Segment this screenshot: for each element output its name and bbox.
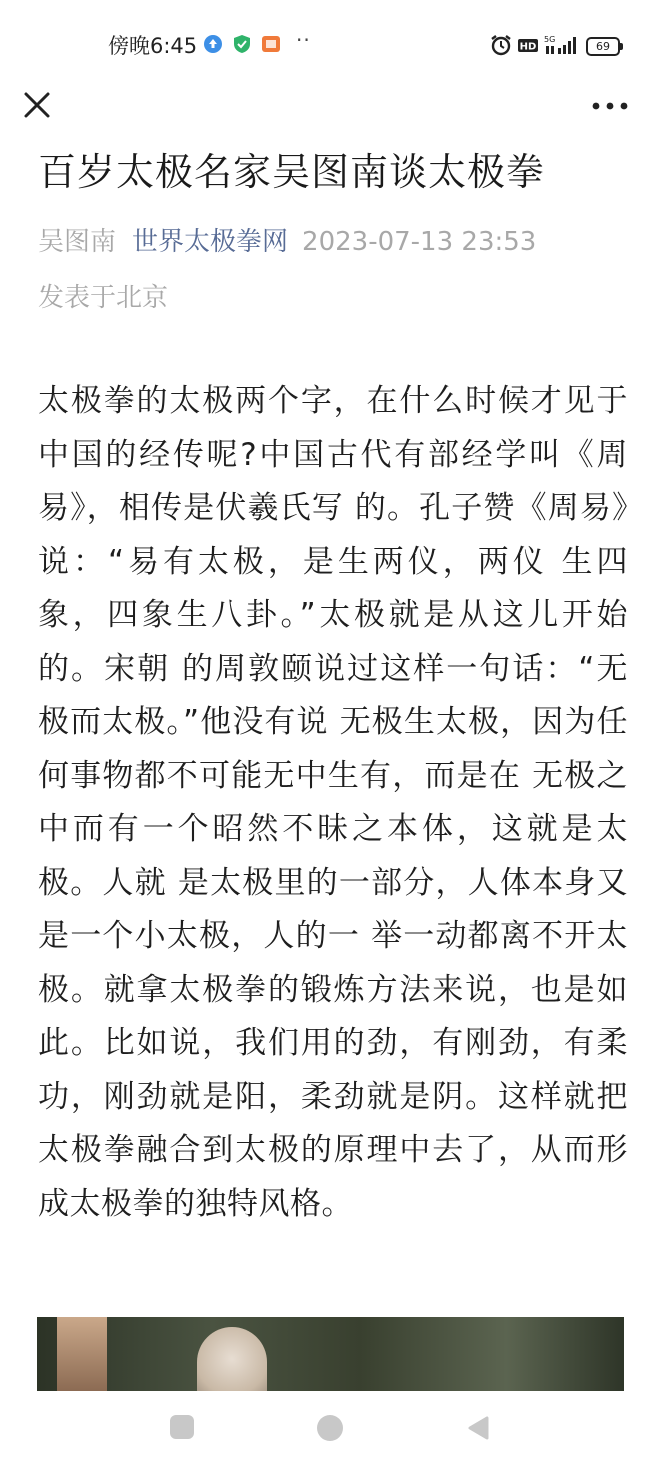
more-notifications-icon: ··	[296, 28, 311, 52]
recent-apps-button[interactable]	[170, 1415, 194, 1439]
battery-icon: 69	[586, 37, 620, 56]
close-icon[interactable]	[22, 90, 52, 120]
article-title: 百岁太极名家吴图南谈太极拳	[38, 150, 546, 194]
article-photo[interactable]	[37, 1317, 624, 1391]
article-body: 太极拳的太极两个字，在什么时候才见于中国的经传呢?中国古代有部经学叫《周易》，相传是伏羲氏写 的。孔子赞《周易》说：“易有太极，是生两仪，两仪 生四象，四象生八卦。”太极就是从这儿开始的。宋朝 的周敦颐说过这样一句话：“无极而太极。”他没有说 无极生太极，因为任何事物都不可能无中生有，而是在 无极之中而有一个昭然不昧之本体，这就是太极。人就 是太极里的一部分，人体本身又是一个小太极，人的一 举一动都离不开太极。就拿太极拳的锻炼方法来说，也是如此。比如说，我们用的劲，有刚劲，有柔功，刚劲就是阳，柔劲就是阴。这样就把太极拳融合到太极的原理中去了，从而形成太极拳的独特风格。	[38, 383, 628, 1222]
more-icon[interactable]	[592, 96, 628, 116]
back-button[interactable]	[466, 1415, 492, 1441]
publish-datetime: 2023-07-13 23:53	[302, 227, 537, 257]
home-button[interactable]	[317, 1415, 343, 1441]
app-notification-icon	[261, 34, 281, 54]
system-nav-bar	[0, 1391, 660, 1467]
alarm-icon	[490, 34, 512, 56]
source-link[interactable]: 世界太极拳网	[132, 227, 289, 257]
status-bar	[0, 0, 660, 90]
hd-icon	[517, 34, 539, 56]
article-meta	[38, 224, 638, 260]
svg-text:HD: HD	[519, 41, 537, 53]
photo-person	[197, 1327, 267, 1391]
signal-5g-icon	[543, 34, 577, 56]
photo-hand	[57, 1317, 107, 1391]
cloud-upload-icon	[203, 34, 223, 54]
status-time: 傍晚6:45	[108, 34, 198, 58]
svg-text:5G: 5G	[544, 35, 556, 44]
publish-location: 发表于北京	[38, 283, 169, 313]
author-name: 吴图南	[38, 227, 117, 257]
shield-icon	[232, 34, 252, 54]
